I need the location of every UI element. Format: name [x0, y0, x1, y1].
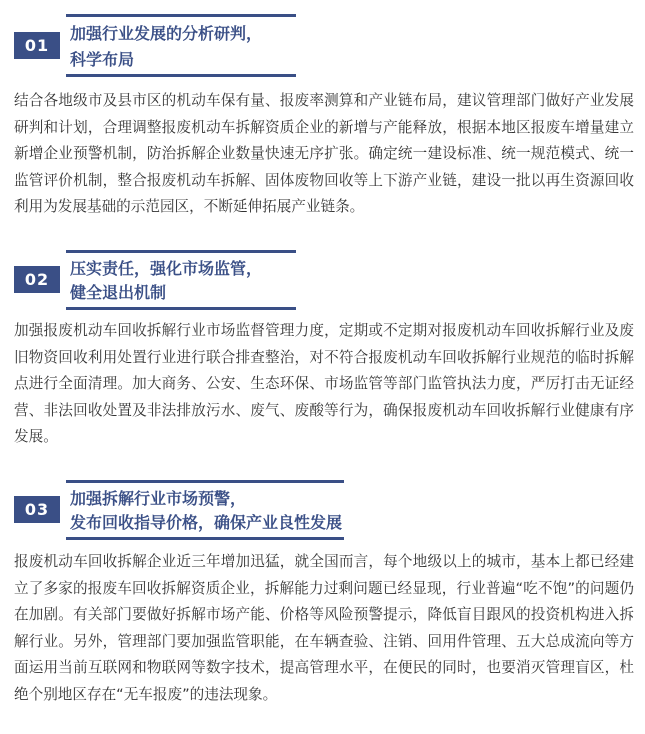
- section-title-line-2: 健全退出机制: [70, 283, 167, 302]
- section-number-badge: 03: [14, 496, 60, 523]
- section-03-body: 报废机动车回收拆解企业近三年增加迅猛，就全国而言，每个地级以上的城市，基本上都已经建立了多家的报废车回收拆解资质企业，拆解能力过剩问题已经显现，行业普遍“吃不饱”的问题仍在加剧。有关部门要做好拆解市场产能、价格等风险预警提示，降低盲目跟风的投资机构进入拆解行业。另外，管理部门要加强监管职能，在车辆查验、注销、回用件管理、五大总成流向等方面运用当前互联网和物联网等数字技术，提高管理水平，在便民的同时，也要消灭管理盲区，杜绝个别地区存在“无车报废”的违法现象。: [14, 553, 634, 703]
- title-rule-top: [66, 14, 296, 17]
- title-rule-top: [66, 250, 296, 253]
- section-number-badge: 01: [14, 32, 60, 59]
- section-title-line-1: 加强拆解行业市场预警，: [70, 489, 247, 508]
- section-01-body: 结合各地级市及县市区的机动车保有量、报废率测算和产业链布局，建议管理部门做好产业发展研判和计划，合理调整报废机动车拆解资质企业的新增与产能释放，根据本地区报废车增量建立新增企业预警机制，防治拆解企业数量快速无序扩张。确定统一建设标准、统一规范模式、统一监管评价机制，整合报废机动车拆解、固体废物回收等上下游产业链，建设一批以再生资源回收利用为发展基础的示范园区，不断延伸拓展产业链条。: [14, 92, 634, 216]
- title-rule-bottom: [66, 307, 296, 310]
- section-title-line-1: 加强行业发展的分析研判，: [70, 24, 263, 43]
- section-title-line-1: 压实责任，强化市场监管，: [70, 259, 263, 278]
- section-title-line-2: 发布回收指导价格，确保产业良性发展: [70, 513, 343, 532]
- section-02-body: 加强报废机动车回收拆解行业市场监督管理力度，定期或不定期对报废机动车回收拆解行业及废旧物资回收利用处置行业进行联合排查整治，对不符合报废机动车回收拆解行业规范的临时拆解点进行全面清理。加大商务、公安、生态环保、市场监管等部门监管执法力度，严厉打击无证经营、非法回收处置及非法排放污水、废气、废酸等行为，确保报废机动车回收拆解行业健康有序发展。: [14, 322, 634, 446]
- section-title-line-2: 科学布局: [70, 50, 135, 69]
- title-rule-bottom: [66, 537, 344, 540]
- section-number-badge: 02: [14, 266, 60, 293]
- title-rule-top: [66, 480, 344, 483]
- title-rule-bottom: [66, 74, 296, 77]
